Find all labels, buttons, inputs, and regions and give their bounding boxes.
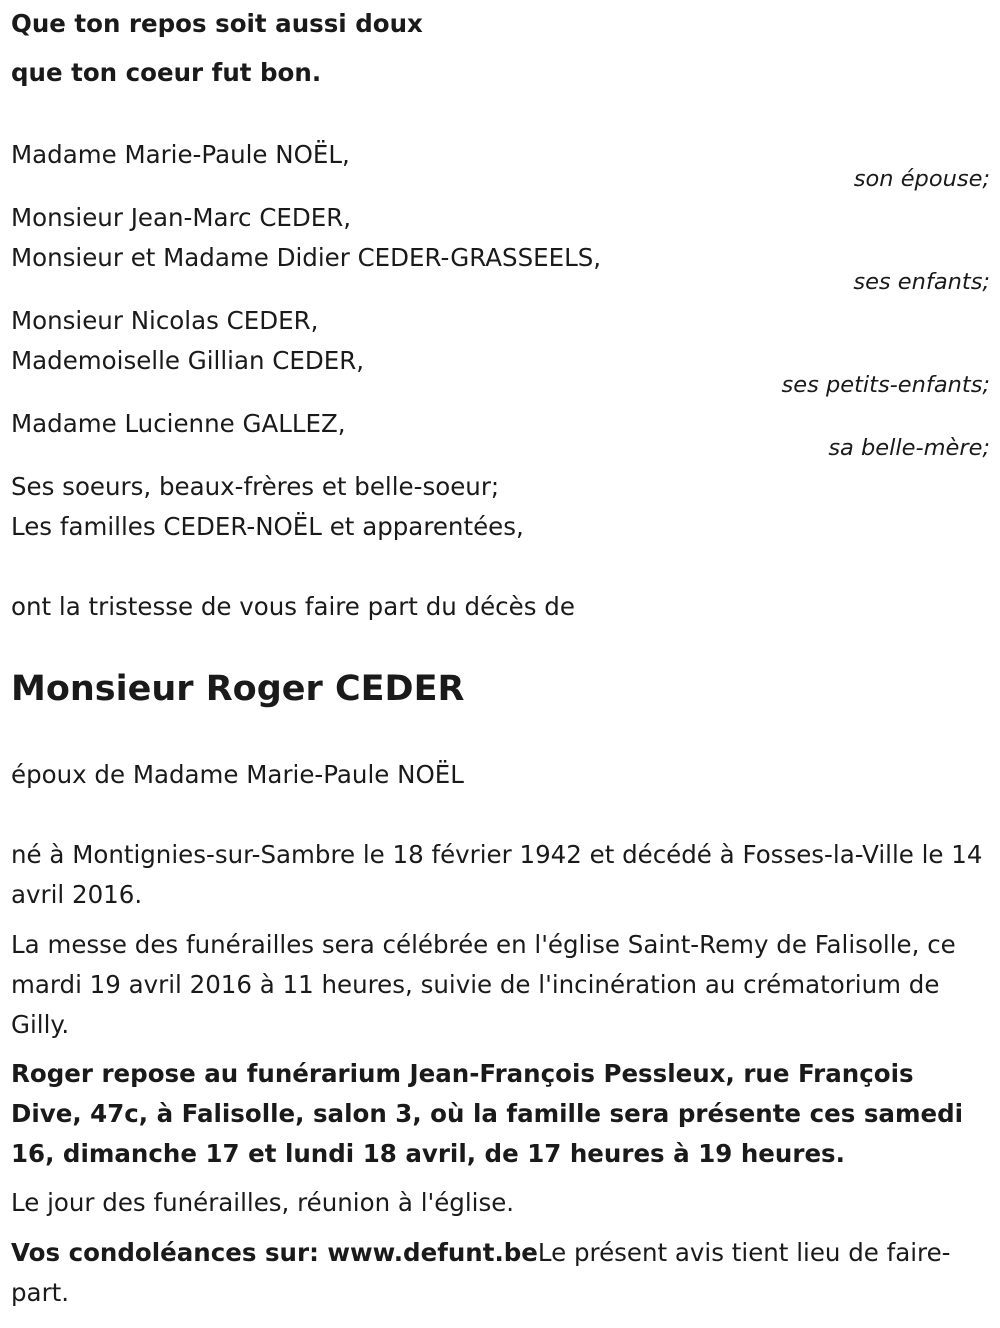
family-name: Monsieur et Madame Didier CEDER-GRASSEELS,: [11, 243, 602, 272]
relation-label: ses enfants;: [853, 269, 990, 295]
meeting-note: Le jour des funérailles, réunion à l'église.: [11, 1188, 515, 1217]
condolences-rest: Le présent avis tient lieu de faire-part.: [11, 1238, 951, 1307]
family-name: Madame Lucienne GALLEZ,: [11, 409, 346, 438]
epitaph-line-2: que ton coeur fut bon.: [11, 58, 322, 87]
family-name: Madame Marie-Paule NOËL,: [11, 140, 350, 169]
spouse-line: époux de Madame Marie-Paule NOËL: [11, 760, 464, 789]
other-relatives: [11, 467, 990, 547]
funeral-mass-details: La messe des funérailles sera célébrée en l'église Saint-Remy de Falisolle, ce mardi 19 avril 2016 à 11 heures, suivie de l'incinération au crématorium de Gilly.: [11, 930, 956, 1039]
deceased-name: Monsieur Roger CEDER: [11, 669, 465, 709]
family-name: Monsieur Jean-Marc CEDER,: [11, 203, 352, 232]
family-name: Mademoiselle Gillian CEDER,: [11, 346, 365, 375]
family-name: Monsieur Nicolas CEDER,: [11, 306, 319, 335]
epitaph: [11, 4, 990, 93]
family-group-spouse: [11, 135, 990, 175]
relation-label: son épouse;: [853, 166, 990, 192]
birth-death-details: né à Montignies-sur-Sambre le 18 février 1942 et décédé à Fosses-la-Ville le 14 avril 2016.: [11, 840, 983, 909]
condolences-link-text: Vos condoléances sur: www.defunt.be: [11, 1238, 538, 1267]
relation-label: ses petits-enfants;: [781, 372, 990, 398]
announcement: ont la tristesse de vous faire part du décès de: [11, 592, 575, 621]
epitaph-line-1: Que ton repos soit aussi doux: [11, 9, 423, 38]
relation-label: sa belle-mère;: [828, 435, 990, 461]
other-relatives-line: Les familles CEDER-NOËL et apparentées,: [11, 512, 524, 541]
family-group-children: [11, 198, 990, 278]
visitation-details: Roger repose au funérarium Jean-François Pessleux, rue François Dive, 47c, à Falisolle, salon 3, où la famille sera présente ces samedi 16, dimanche 17 et lundi 18 avril, de 17 heures à 19 heures.: [11, 1059, 964, 1168]
condolences-note: [11, 1233, 990, 1313]
other-relatives-line: Ses soeurs, beaux-frères et belle-soeur;: [11, 472, 500, 501]
